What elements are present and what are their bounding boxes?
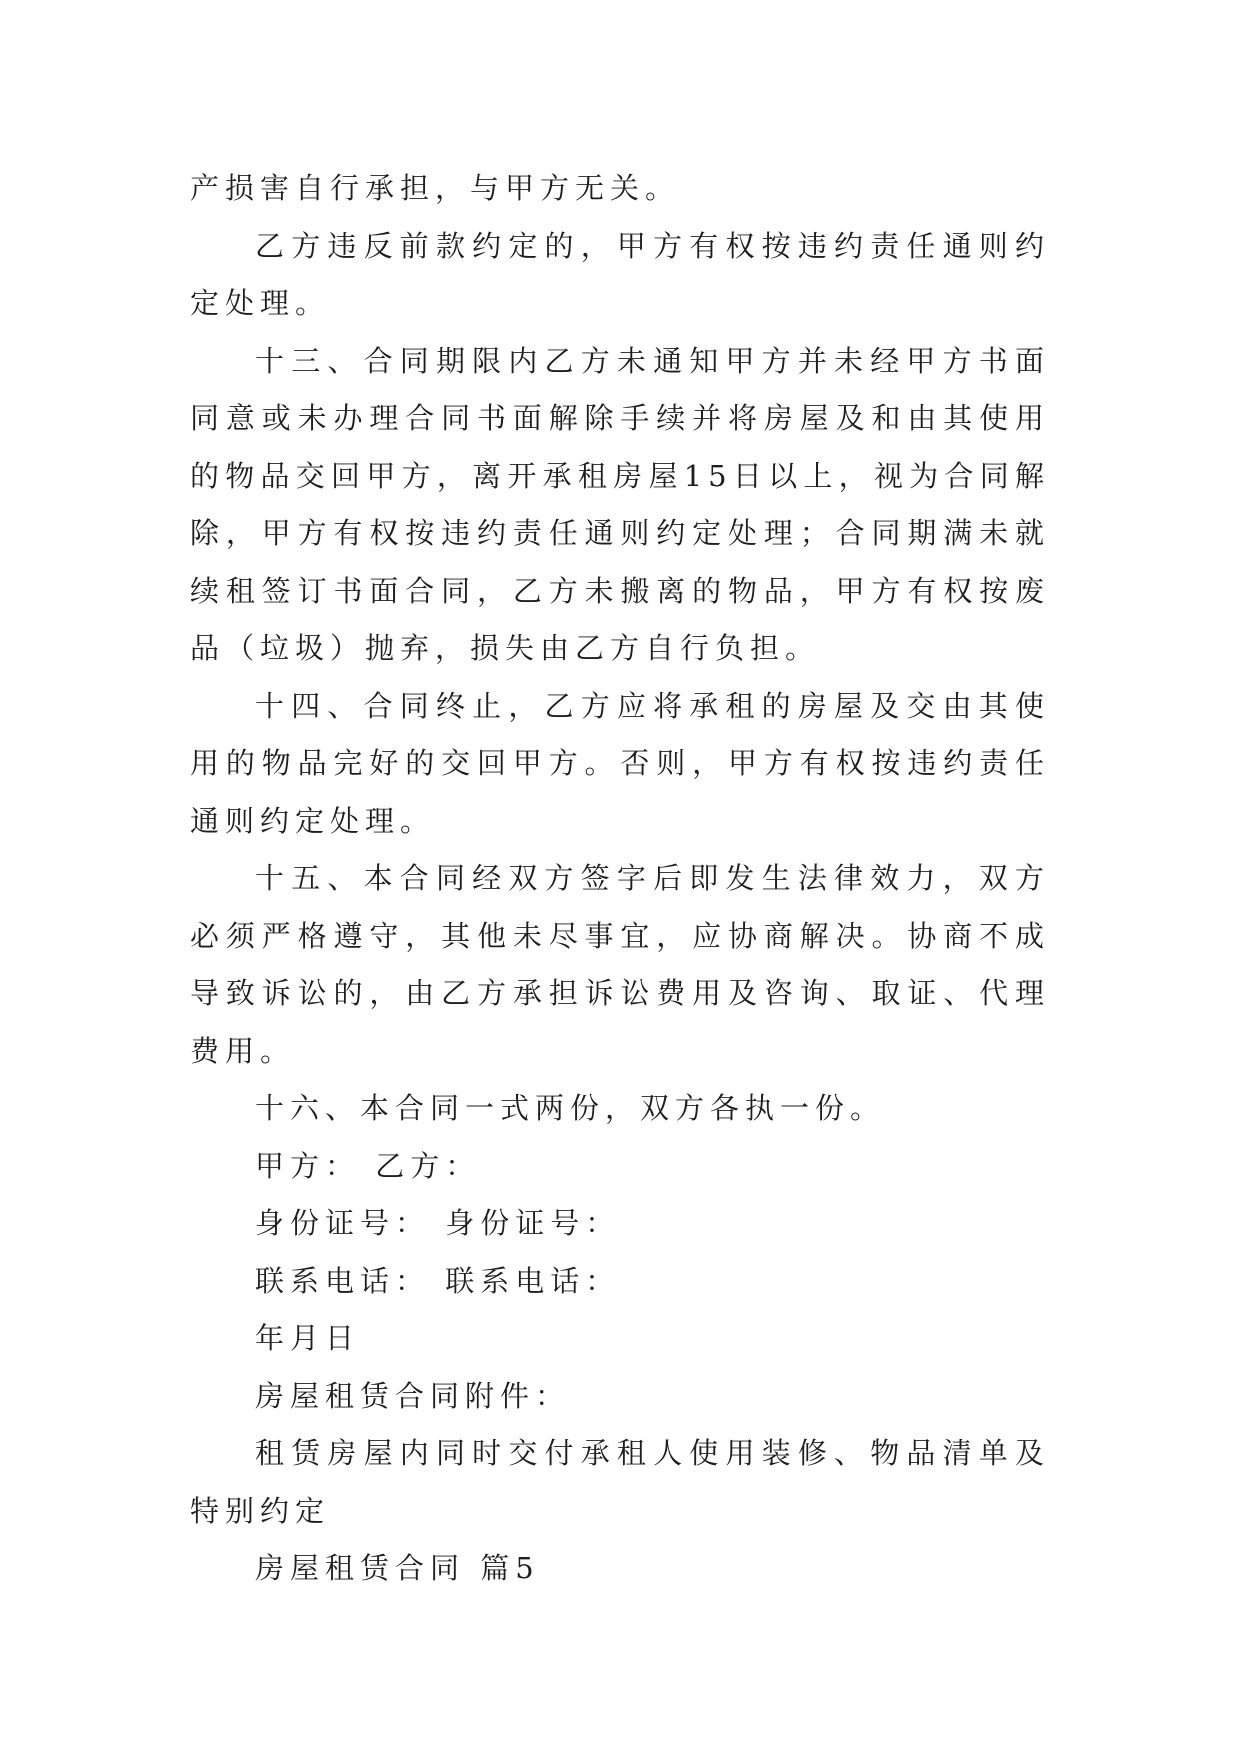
signature-phone-numbers: 联系电话： 联系电话： — [255, 1263, 621, 1298]
attachment-heading: 房屋租赁合同附件： — [255, 1378, 571, 1413]
paragraph-breach-handling: 乙方违反前款约定的，甲方有权按违约责任通则约定处理。 — [190, 228, 1050, 320]
signature-id-numbers: 身份证号： 身份证号： — [255, 1206, 621, 1240]
paragraph-clause-14: 十四、合同终止，乙方应将承租的房屋及交由其使用的物品完好的交回甲方。否则，甲方有权按违约责任通则约定处理。 — [190, 688, 1050, 838]
section-heading-article-5: 房屋租赁合同 篇5 — [255, 1551, 540, 1585]
paragraph-clause-13: 十三、合同期限内乙方未通知甲方并未经甲方书面同意或未办理合同书面解除手续并将房屋及和由其使用的物品交回甲方，离开承租房屋15日以上，视为合同解除，甲方有权按违约责任通则约定处理；合同期满未就续租签订书面合同，乙方未搬离的物品，甲方有权按废品（垃圾）抛弃，损失由乙方自行负担。 — [190, 343, 1050, 665]
signature-parties: 甲方： 乙方： — [255, 1148, 481, 1183]
paragraph-property-damage: 产损害自行承担，与甲方无关。 — [190, 171, 681, 205]
attachment-description: 租赁房屋内同时交付承租人使用装修、物品清单及特别约定 — [190, 1436, 1050, 1528]
document-body — [190, 160, 1050, 1598]
paragraph-clause-16: 十六、本合同一式两份，双方各执一份。 — [255, 1091, 886, 1125]
paragraph-clause-15: 十五、本合同经双方签字后即发生法律效力，双方必须严格遵守，其他未尽事宜，应协商解决。协商不成导致诉讼的，由乙方承担诉讼费用及咨询、取证、代理费用。 — [190, 861, 1050, 1068]
signature-date: 年月日 — [255, 1321, 361, 1355]
